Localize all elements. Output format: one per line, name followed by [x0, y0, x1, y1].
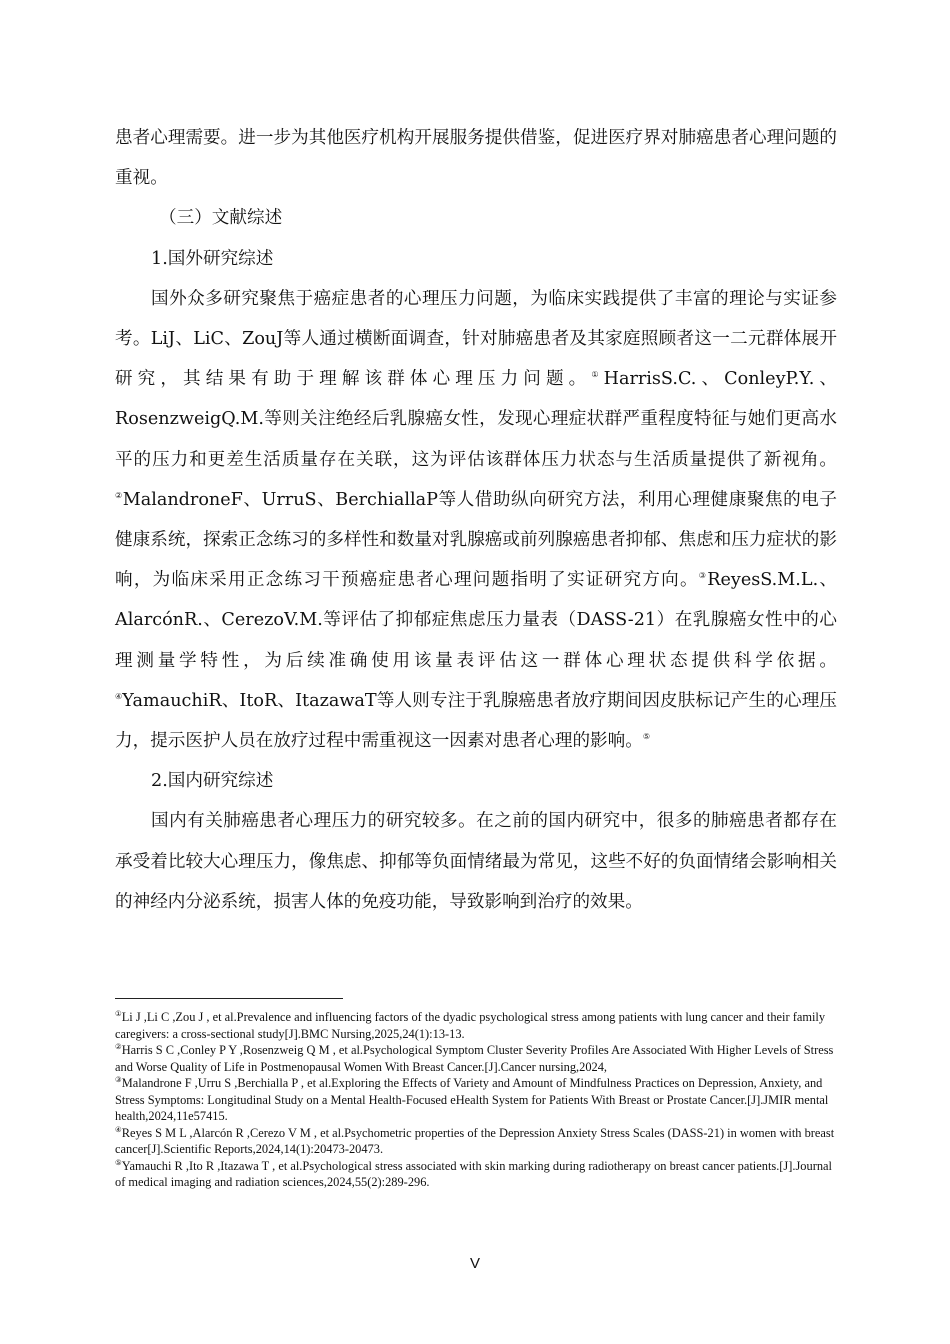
- text-segment: MalandroneF、UrruS、BerchiallaP等人借助纵向研究方法，利用心理健康聚焦的电子健康系统，探索正念练习的多样性和数量对乳腺癌或前列腺癌患者抑郁、焦虑和压力症状的影响，为临床采用正念练习干预癌症患者心理问题指明了实证研究方向。: [115, 489, 837, 591]
- footnote: [115, 1158, 837, 1191]
- footnote-ref-1[interactable]: ①: [591, 370, 604, 380]
- section-heading: （三）文献综述: [159, 208, 283, 229]
- page-number: V: [469, 1255, 480, 1272]
- footnotes: [115, 1009, 837, 1191]
- footnote-mark: ②: [115, 1041, 122, 1051]
- body-text: [115, 118, 837, 922]
- subheading-foreign-review: 1.国外研究综述: [151, 248, 274, 269]
- subheading-domestic-review: 2.国内研究综述: [151, 771, 274, 792]
- footnote-mark: ④: [115, 1124, 122, 1134]
- paragraph-domestic-review: 国内有关肺癌患者心理压力的研究较多。在之前的国内研究中，很多的肺癌患者都存在承受着比较大心理压力，像焦虑、抑郁等负面情绪最为常见，这些不好的负面情绪会影响相关的神经内分泌系统，损害人体的免疫功能，导致影响到治疗的效果。: [115, 811, 837, 912]
- footnote: [115, 1009, 837, 1042]
- text-segment: 国外众多研究聚焦于癌症患者的心理压力问题，为临床实践提供了丰富的理论与实证参考。LiJ、LiC、ZouJ等人通过横断面调查，针对肺癌患者及其家庭照顾者这一二元群体展开研究，其结果有助于理解该群体心理压力问题。: [115, 288, 837, 390]
- footnote-ref-5[interactable]: ⑤: [642, 732, 650, 742]
- text-segment: HarrisS.C.、ConleyP.Y.、RosenzweigQ.M.等则关注绝经后乳腺癌女性，发现心理症状群严重程度特征与她们更高水平的压力和更差生活质量存在关联，这为评估该群体压力状态与生活质量提供了新视角。: [115, 369, 838, 470]
- footnote-text: Malandrone F ,Urru S ,Berchialla P , et al.Exploring the Effects of Variety and Amount of Mindfulness Practices on Depression, Anxiety, and Stress Symptoms: Longitudinal Study on a Mental Health-Focused eHealth System for Patients With Breast or Prostate Cancer.[J].JMIR mental health,2024,11e57415.: [115, 1076, 829, 1123]
- footnote-mark: ⑤: [115, 1157, 122, 1167]
- text-segment: ReyesS.M.L.、AlarcónR.、CerezoV.M.等评估了抑郁症焦虑压力量表（DASS-21）在乳腺癌女性中的心理测量学特性，为后续准确使用该量表评估这一群体心理状态提供科学依据。: [115, 570, 837, 671]
- footnote: [115, 1075, 837, 1125]
- text-segment: YamauchiR、ItoR、ItazawaT等人则专注于乳腺癌患者放疗期间因皮肤标记产生的心理压力，提示医护人员在放疗过程中需重视这一因素对患者心理的影响。: [115, 690, 838, 752]
- footnote: [115, 1042, 837, 1075]
- footnote-text: Li J ,Li C ,Zou J , et al.Prevalence and influencing factors of the dyadic psychological stress among patients with lung cancer and their family caregivers: a cross-sectional study[J].BMC Nursing,2025,24(1):13-13.: [115, 1010, 826, 1041]
- footnote-text: Reyes S M L ,Alarcón R ,Cerezo V M , et al.Psychometric properties of the Depression Anxiety Stress Scales (DASS-21) in women with breast cancer[J].Scientific Reports,2024,14(1):20473-20473.: [115, 1125, 835, 1156]
- paragraph-foreign-review: [115, 279, 837, 761]
- footnote-mark: ③: [115, 1074, 122, 1084]
- paragraph-intro-continued: 患者心理需要。进一步为其他医疗机构开展服务提供借鉴，促进医疗界对肺癌患者心理问题的重视。: [115, 128, 837, 189]
- footnote-ref-4[interactable]: ④: [115, 691, 123, 701]
- footnote-ref-3[interactable]: ③: [698, 571, 708, 581]
- footnote-ref-2[interactable]: ②: [115, 490, 123, 500]
- footnote-text: Yamauchi R ,Ito R ,Itazawa T , et al.Psychological stress associated with skin marking during radiotherapy on breast cancer patients.[J].Journal of medical imaging and radiation sciences,2024,55(2):289-296.: [115, 1158, 832, 1189]
- footnote-separator: [115, 998, 343, 999]
- footnote-text: Harris S C ,Conley P Y ,Rosenzweig Q M , et al.Psychological Symptom Cluster Severity Profiles Are Associated With Higher Levels of Stress and Worse Quality of Life in Postmenopausal Women With Breast Cancer.[J].Cancer nursing,2024,: [115, 1043, 834, 1074]
- footnote: [115, 1125, 837, 1158]
- footnote-mark: ①: [115, 1008, 122, 1018]
